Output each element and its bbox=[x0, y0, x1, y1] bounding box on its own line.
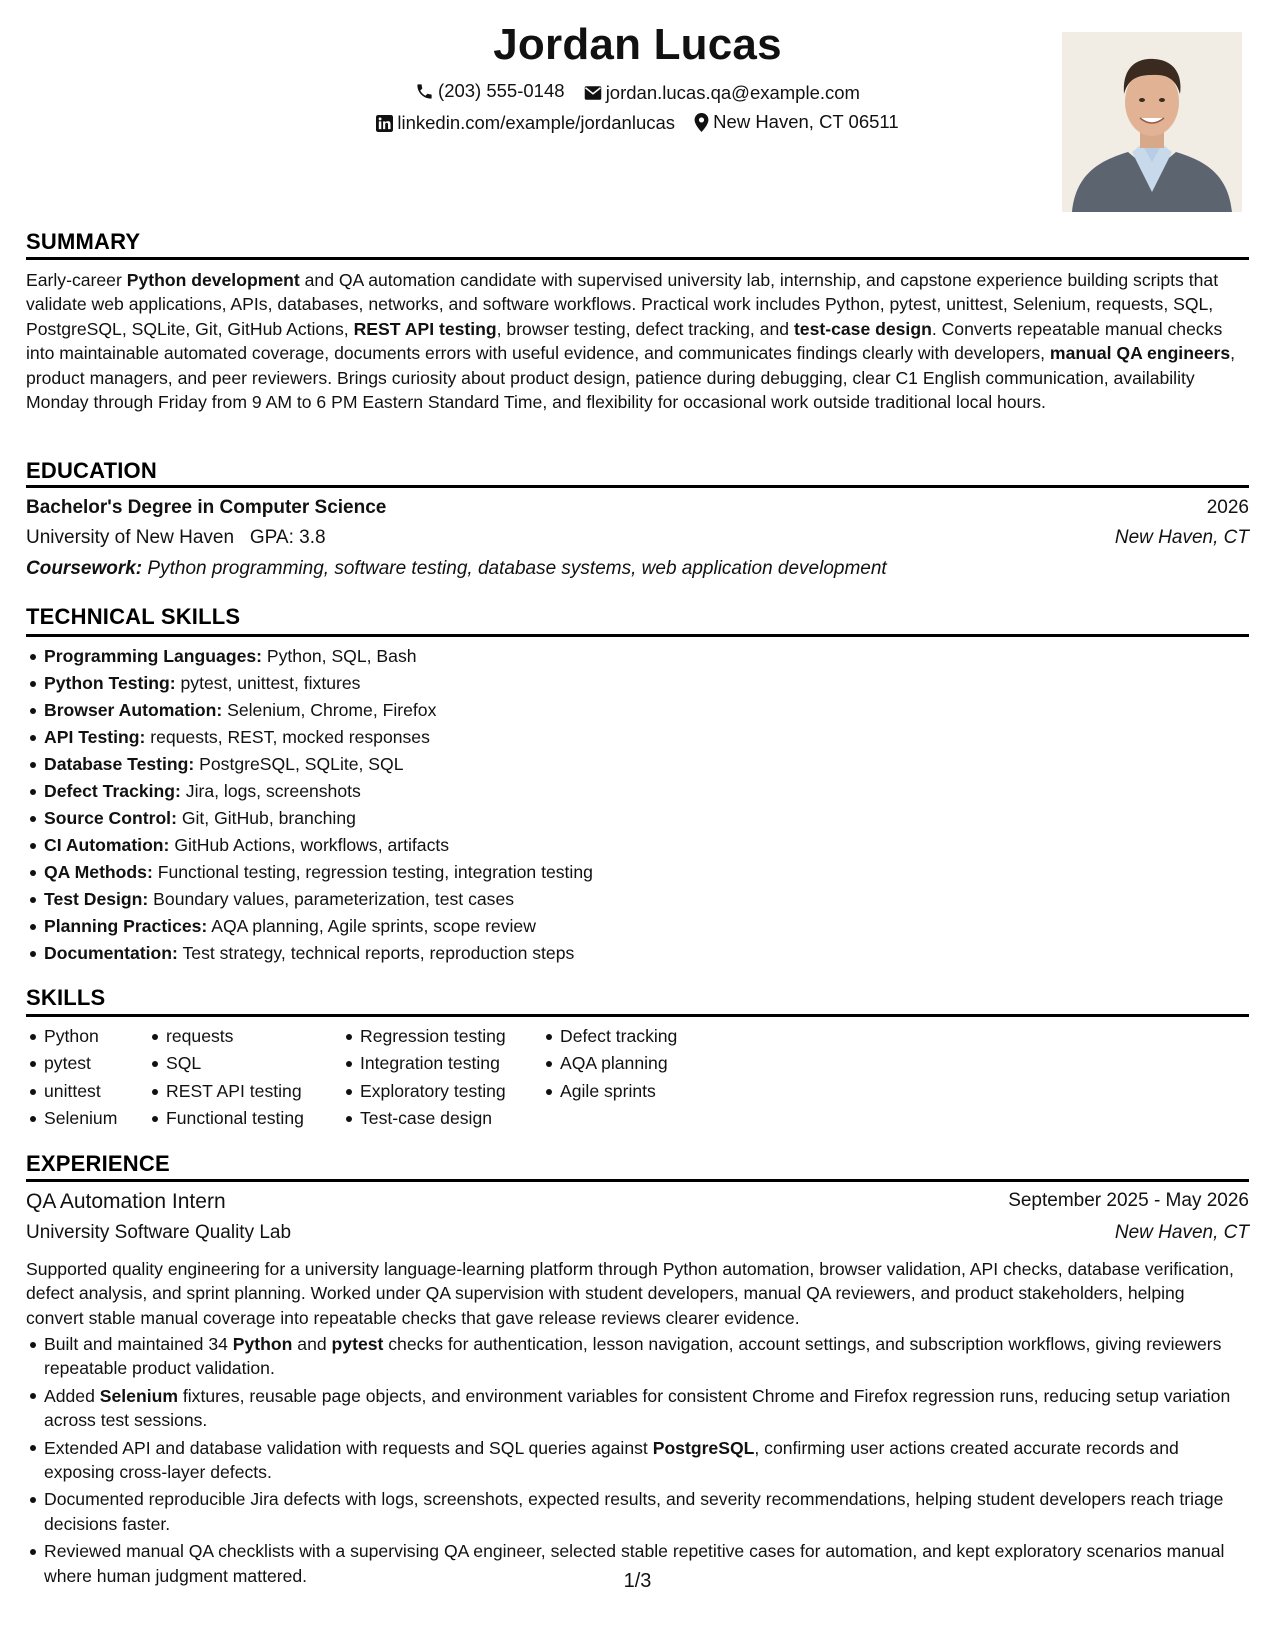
list-item bbox=[26, 778, 593, 805]
coursework-label: Coursework: bbox=[26, 558, 143, 579]
list-item bbox=[26, 886, 593, 913]
skills-column-3 bbox=[342, 1023, 506, 1132]
phone-icon bbox=[415, 82, 434, 101]
list-item: pytest bbox=[26, 1050, 117, 1077]
skill-category: Documentation: bbox=[44, 943, 178, 963]
bullet-emphasis: Selenium bbox=[99, 1385, 178, 1406]
skill-values: AQA planning, Agile sprints, scope review bbox=[211, 916, 536, 936]
education-heading: EDUCATION bbox=[26, 458, 157, 483]
linkedin-icon bbox=[376, 115, 393, 132]
skill-category: Defect Tracking: bbox=[44, 781, 181, 801]
location-contact bbox=[694, 111, 898, 133]
coursework-text: Python programming, software testing, database systems, web application development bbox=[147, 558, 887, 579]
list-item: Integration testing bbox=[342, 1050, 506, 1077]
summary-emphasis: Python development bbox=[126, 270, 300, 290]
skill-category: Planning Practices: bbox=[44, 916, 208, 936]
list-item: unittest bbox=[26, 1078, 117, 1105]
summary-segment: , product managers, and peer reviewers. Brings curiosity about product design, patience during debugging, clear C1 English communication, availability Monday through Friday from 9 AM to 6 PM Eastern Standard Time, and flexibility for occasional work outside traditional local hours. bbox=[26, 343, 1236, 413]
list-item: AQA planning bbox=[542, 1050, 677, 1077]
experience-description: Supported quality engineering for a university language-learning platform through Python automation, browser validation, API checks, database verification, defect analysis, and sprint planning. Worked under QA supervision with student developers, manual QA reviewers, and product stakeholders, helping convert stable manual coverage into repeatable checks that gave release reviews clearer evidence. bbox=[26, 1259, 1234, 1328]
summary-segment: , browser testing, defect tracking, and bbox=[496, 318, 794, 339]
page-number: 1/3 bbox=[623, 1570, 652, 1592]
profile-photo bbox=[1062, 32, 1242, 212]
phone-contact bbox=[415, 80, 565, 102]
education-divider bbox=[26, 485, 1249, 488]
job-location: New Haven, CT bbox=[1114, 1222, 1249, 1243]
skill-values: Functional testing, regression testing, integration testing bbox=[157, 862, 593, 882]
list-item: Exploratory testing bbox=[342, 1078, 506, 1105]
list-item bbox=[26, 1384, 1251, 1433]
experience-org-row bbox=[26, 1222, 1249, 1248]
list-item bbox=[26, 805, 593, 832]
list-item bbox=[26, 697, 593, 724]
list-item: Defect tracking bbox=[542, 1023, 677, 1050]
list-item bbox=[26, 751, 593, 778]
skills-column-1 bbox=[26, 1023, 117, 1132]
skills-divider bbox=[26, 1014, 1249, 1017]
list-item bbox=[26, 913, 593, 940]
skill-values: requests, REST, mocked responses bbox=[150, 727, 430, 747]
organization-name: University Software Quality Lab bbox=[26, 1222, 292, 1243]
summary-heading: SUMMARY bbox=[26, 229, 141, 254]
experience-divider bbox=[26, 1179, 1249, 1182]
technical-skills-heading: TECHNICAL SKILLS bbox=[26, 604, 241, 629]
skill-values: PostgreSQL, SQLite, SQL bbox=[199, 754, 404, 774]
bullet-text: Built and maintained 34 bbox=[44, 1334, 233, 1354]
bullet-emphasis: Python bbox=[232, 1334, 293, 1354]
skill-category: API Testing: bbox=[44, 727, 146, 747]
list-item bbox=[26, 1487, 1251, 1536]
bullet-emphasis: PostgreSQL bbox=[652, 1437, 755, 1458]
envelope-icon bbox=[584, 85, 602, 101]
list-item bbox=[26, 1332, 1251, 1381]
bullet-text: fixtures, reusable page objects, and environment variables for consistent Chrome and Firefox regression runs, reducing setup variation across test sessions. bbox=[44, 1385, 1231, 1431]
skill-category: Python Testing: bbox=[44, 673, 176, 693]
skill-values: Python, SQL, Bash bbox=[266, 646, 417, 666]
bullet-text: , confirming user actions created accurate records and exposing cross-layer defects. bbox=[44, 1437, 1179, 1483]
summary-segment: Early-career bbox=[26, 270, 127, 290]
coursework-row bbox=[26, 558, 1249, 584]
graduation-year: 2026 bbox=[1206, 497, 1249, 518]
experience-heading: EXPERIENCE bbox=[26, 1151, 170, 1176]
skill-values: Selenium, Chrome, Firefox bbox=[227, 700, 437, 720]
skill-category: Programming Languages: bbox=[44, 646, 262, 666]
technical-skills-divider bbox=[26, 634, 1249, 637]
list-item: Functional testing bbox=[148, 1105, 304, 1132]
list-item bbox=[26, 940, 593, 967]
linkedin-link[interactable]: linkedin.com/example/jordanlucas bbox=[397, 112, 676, 133]
education-degree-row bbox=[26, 497, 1249, 523]
list-item: Test-case design bbox=[342, 1105, 506, 1132]
list-item: Selenium bbox=[26, 1105, 117, 1132]
bullet-text: checks for authentication, lesson navigation, account settings, and subscription workflows, giving reviewers repeatable product validation. bbox=[44, 1334, 1222, 1379]
school-location: New Haven, CT bbox=[1114, 527, 1249, 548]
candidate-name: Jordan Lucas bbox=[493, 20, 782, 69]
linkedin-contact[interactable] bbox=[376, 112, 675, 134]
skill-values: pytest, unittest, fixtures bbox=[180, 673, 361, 693]
summary-emphasis: manual QA engineers bbox=[1049, 343, 1231, 364]
experience-bullets bbox=[26, 1332, 1251, 1591]
list-item: SQL bbox=[148, 1050, 304, 1077]
experience-role-row bbox=[26, 1190, 1249, 1218]
list-item: Regression testing bbox=[342, 1023, 506, 1050]
phone-text: (203) 555-0148 bbox=[438, 80, 565, 101]
email-contact[interactable] bbox=[584, 82, 860, 104]
map-pin-icon bbox=[694, 113, 709, 132]
list-item: Agile sprints bbox=[542, 1078, 677, 1105]
skill-category: Browser Automation: bbox=[44, 700, 223, 720]
summary-text bbox=[26, 268, 1251, 414]
summary-segment: and QA automation candidate with supervised university lab, internship, and capstone experience building scripts that validate web applications, APIs, databases, networks, and software workflows. Practical work includes Python, pytest, unittest, Selenium, requests, SQL, PostgreSQL, SQLite, Git, GitHub Actions, bbox=[26, 270, 1219, 339]
skill-category: CI Automation: bbox=[44, 835, 170, 855]
job-dates: September 2025 - May 2026 bbox=[1008, 1190, 1249, 1211]
summary-emphasis: test-case design bbox=[793, 318, 932, 339]
location-text: New Haven, CT 06511 bbox=[713, 111, 899, 132]
bullet-text: Added bbox=[44, 1385, 100, 1406]
bullet-text: Extended API and database validation with requests and SQL queries against bbox=[44, 1437, 653, 1458]
bullet-text: Documented reproducible Jira defects with logs, screenshots, expected results, and severity recommendations, helping student developers reach triage decisions faster. bbox=[44, 1489, 1224, 1534]
technical-skills-list bbox=[26, 643, 593, 967]
list-item bbox=[26, 1436, 1251, 1485]
skill-values: GitHub Actions, workflows, artifacts bbox=[174, 835, 450, 855]
list-item: Python bbox=[26, 1023, 117, 1050]
list-item bbox=[26, 859, 593, 886]
skill-values: Boundary values, parameterization, test cases bbox=[153, 889, 515, 909]
email-link[interactable]: jordan.lucas.qa@example.com bbox=[605, 81, 860, 103]
skill-category: Database Testing: bbox=[44, 754, 195, 774]
list-item bbox=[26, 832, 593, 859]
skills-column-2 bbox=[148, 1023, 304, 1132]
skill-values: Test strategy, technical reports, reproduction steps bbox=[182, 943, 575, 963]
skill-category: Test Design: bbox=[44, 889, 149, 909]
school-and-gpa bbox=[26, 527, 326, 549]
education-school-row bbox=[26, 527, 1249, 553]
skills-heading: SKILLS bbox=[26, 985, 106, 1010]
gpa: GPA: 3.8 bbox=[249, 527, 326, 548]
list-item bbox=[26, 670, 593, 697]
list-item bbox=[26, 724, 593, 751]
skill-category: QA Methods: bbox=[44, 862, 153, 882]
skill-category: Source Control: bbox=[44, 808, 177, 828]
bullet-text: Reviewed manual QA checklists with a supervising QA engineer, selected stable repetitive cases for automation, and kept exploratory scenarios manual where human judgment mattered. bbox=[44, 1541, 1225, 1586]
profile-photo-illustration bbox=[1062, 32, 1242, 212]
list-item bbox=[26, 643, 593, 670]
job-title: QA Automation Intern bbox=[26, 1190, 226, 1213]
school-name: University of New Haven bbox=[26, 527, 235, 548]
list-item: requests bbox=[148, 1023, 304, 1050]
skill-values: Jira, logs, screenshots bbox=[185, 781, 361, 801]
degree-title: Bachelor's Degree in Computer Science bbox=[26, 497, 387, 518]
bullet-emphasis: pytest bbox=[331, 1334, 384, 1354]
bullet-text: and bbox=[292, 1334, 332, 1354]
list-item: REST API testing bbox=[148, 1078, 304, 1105]
summary-divider bbox=[26, 257, 1249, 260]
summary-segment: . Converts repeatable manual checks into maintainable automated coverage, documents errors with useful evidence, and communicates findings clearly with developers, bbox=[26, 318, 1223, 364]
summary-emphasis: REST API testing bbox=[353, 318, 497, 339]
skills-column-4 bbox=[542, 1023, 677, 1105]
skill-values: Git, GitHub, branching bbox=[181, 808, 356, 828]
